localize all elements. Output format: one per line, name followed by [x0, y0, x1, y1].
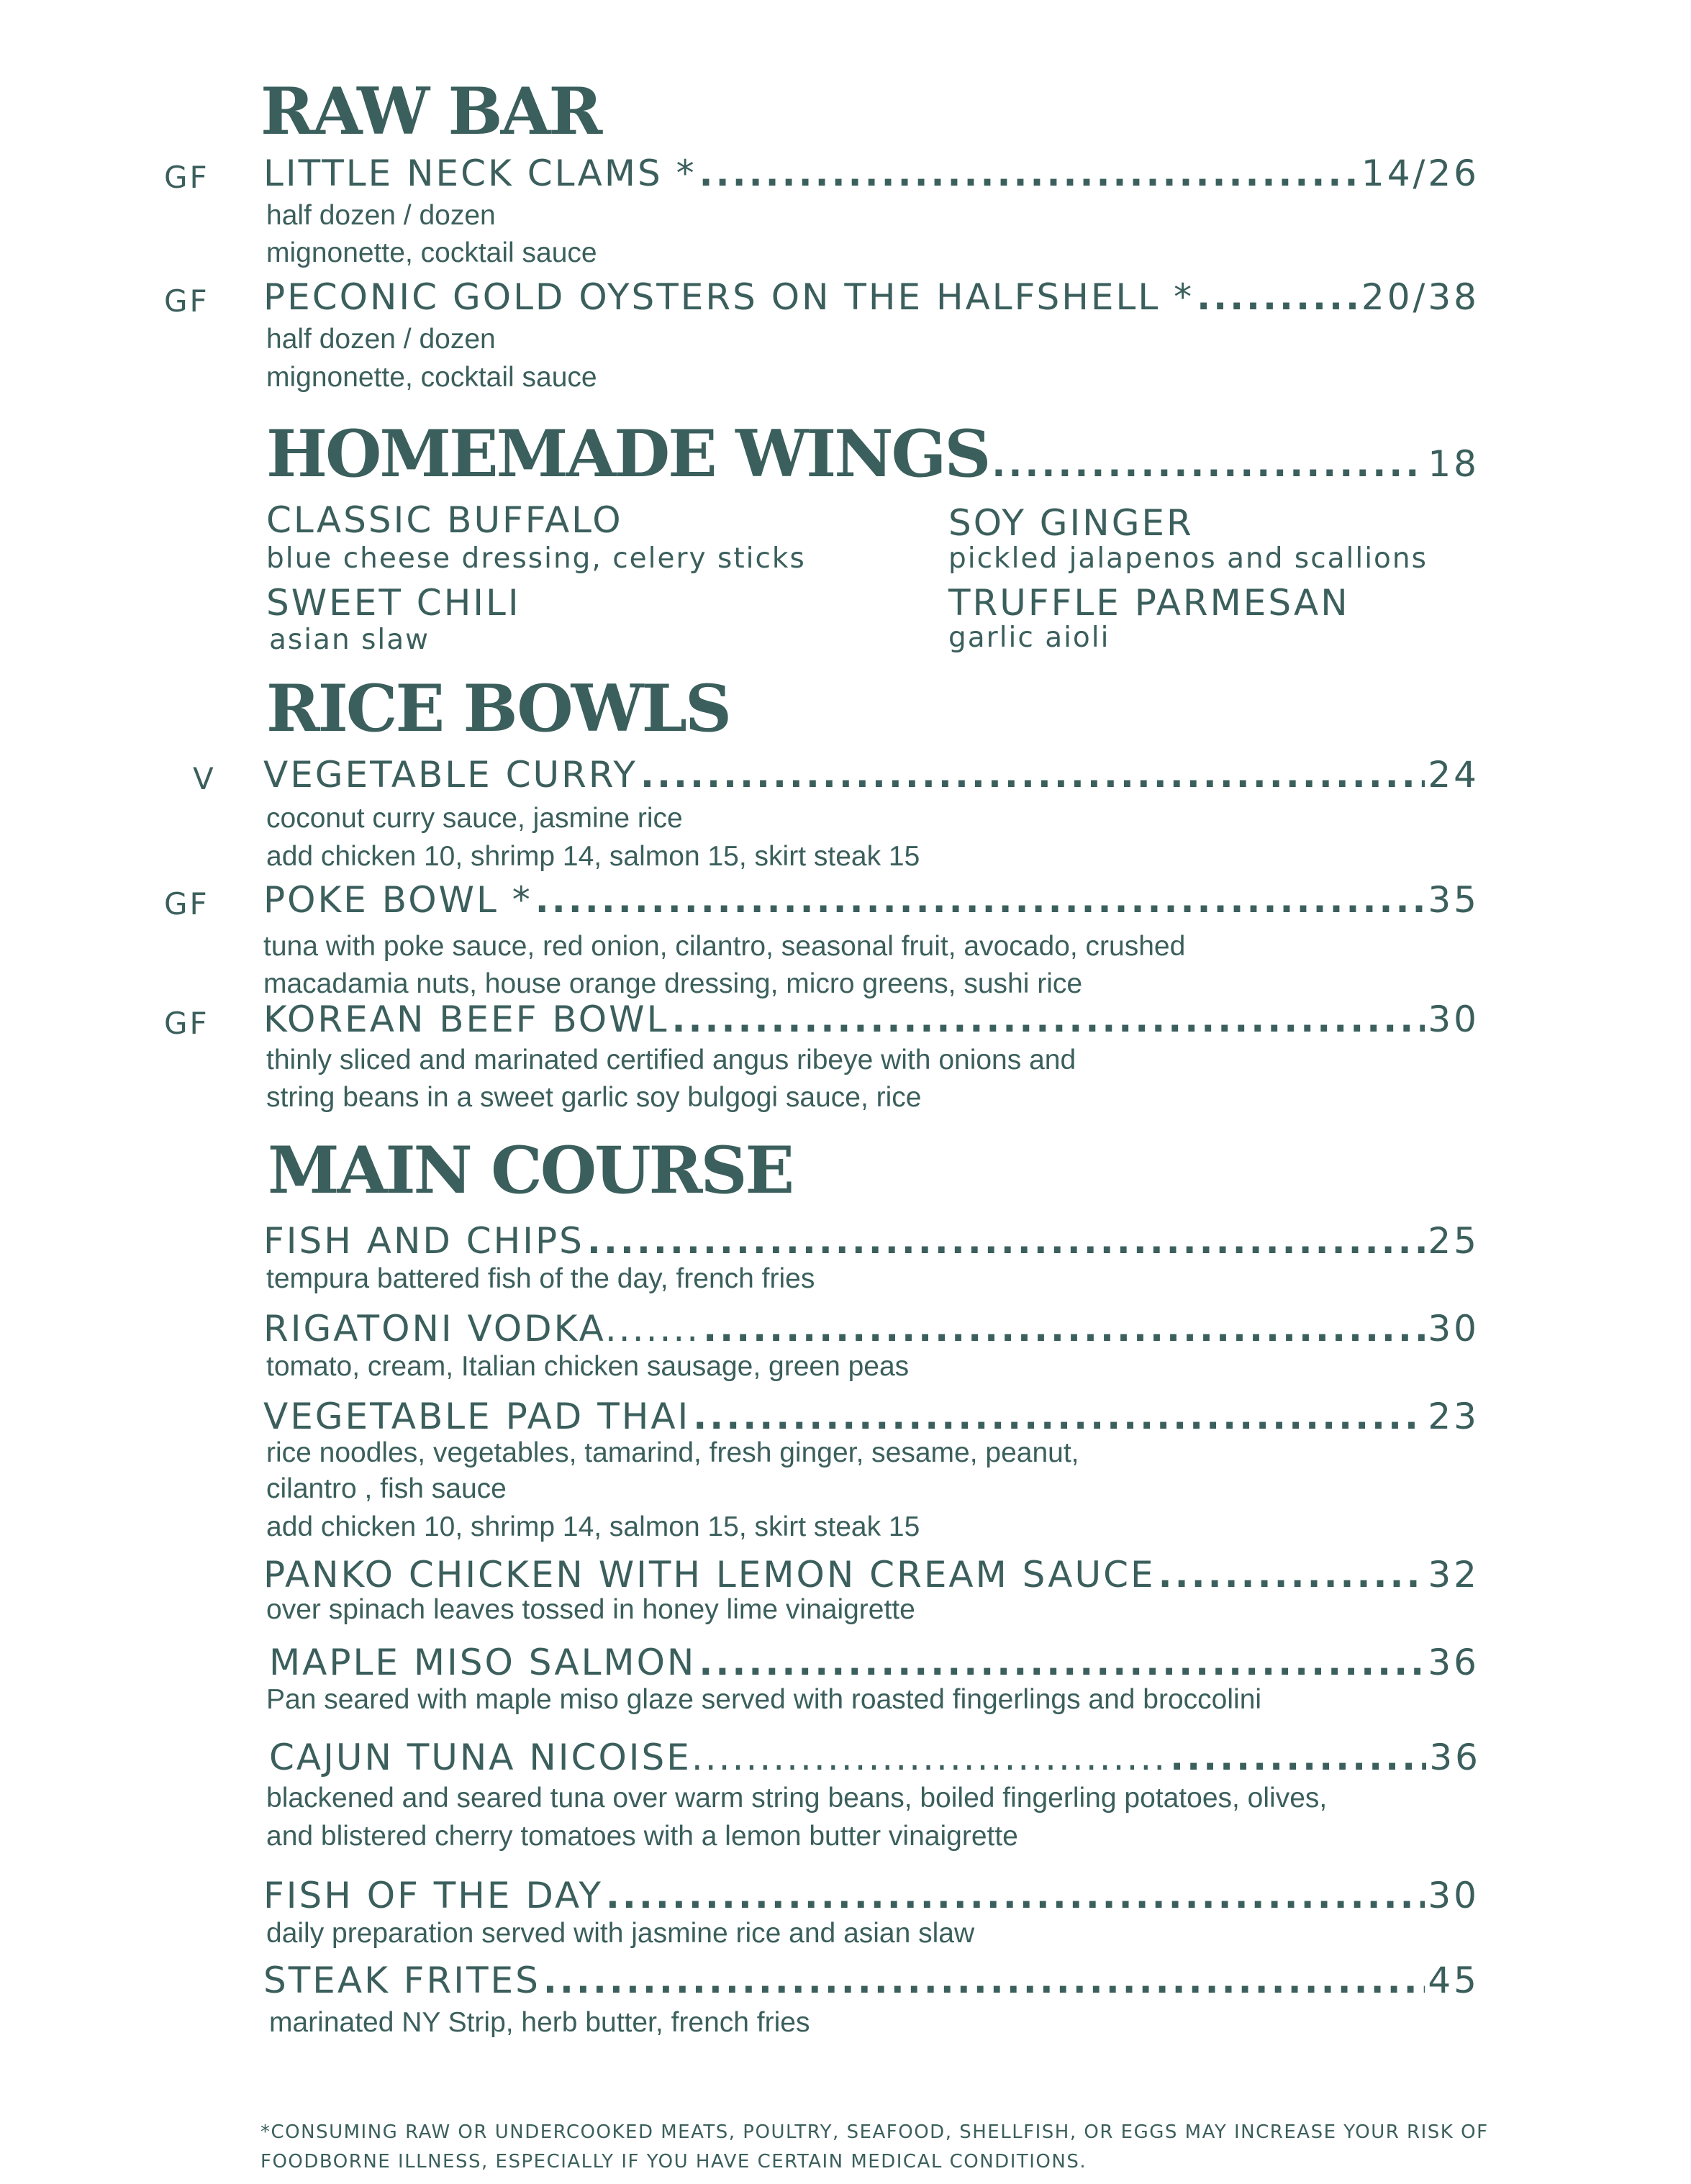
- wing-flavor-description: asian slaw: [269, 624, 430, 656]
- disclaimer-line: FOODBORNE ILLNESS, ESPECIALLY IF YOU HAVE CERTAIN MEDICAL CONDITIONS.: [260, 2151, 1087, 2172]
- item-price: 30: [1428, 1308, 1479, 1350]
- item-price: 36: [1428, 1642, 1479, 1683]
- item-description: half dozen / dozen: [266, 200, 496, 231]
- dot-leader: [703, 1311, 1425, 1347]
- item-name: MAPLE MISO SALMON: [269, 1642, 697, 1683]
- item-price: 45: [1428, 1960, 1479, 2001]
- dot-leader: [543, 1962, 1425, 1998]
- wing-flavor-name: CLASSIC BUFFALO: [266, 499, 623, 541]
- menu-item: [263, 754, 1479, 796]
- diet-badge: GF: [164, 1006, 209, 1041]
- menu-item: [263, 1875, 1479, 1916]
- item-description: add chicken 10, shrimp 14, salmon 15, skirt steak 15: [266, 841, 920, 872]
- item-description: half dozen / dozen: [266, 324, 496, 355]
- disclaimer-line: *CONSUMING RAW OR UNDERCOOKED MEATS, POULTRY, SEAFOOD, SHELLFISH, OR EGGS MAY INCREASE YOUR RISK OF: [260, 2121, 1489, 2143]
- diet-badge: GF: [164, 886, 209, 922]
- dot-leader: [699, 155, 1359, 191]
- item-name: POKE BOWL *: [263, 879, 532, 921]
- menu-item: [263, 153, 1479, 194]
- item-description: marinated NY Strip, herb butter, french fries: [269, 2007, 810, 2038]
- item-name: LITTLE NECK CLAMS *: [263, 153, 697, 194]
- item-description: rice noodles, vegetables, tamarind, fresh ginger, sesame, peanut,: [266, 1437, 1079, 1468]
- dot-leader: [1170, 1739, 1426, 1775]
- menu-item: [263, 1554, 1479, 1596]
- dot-leader: [640, 757, 1425, 793]
- item-description: cilantro , fish sauce: [266, 1473, 507, 1504]
- item-price: 18: [1428, 443, 1479, 485]
- wing-flavor-description: pickled jalapenos and scallions: [948, 542, 1428, 575]
- wing-flavor-name: TRUFFLE PARMESAN: [948, 582, 1350, 624]
- dot-leader: [1197, 279, 1359, 315]
- item-description: over spinach leaves tossed in honey lime vinaigrette: [266, 1594, 915, 1625]
- menu-item: [263, 1960, 1479, 2001]
- menu-item: [269, 1737, 1481, 1778]
- menu-item: [263, 1308, 1479, 1350]
- wing-flavor-name: SWEET CHILI: [266, 582, 521, 624]
- item-name: FISH OF THE DAY: [263, 1875, 603, 1916]
- item-name: VEGETABLE CURRY: [263, 754, 638, 796]
- item-description: and blistered cherry tomatoes with a lemon butter vinaigrette: [266, 1821, 1018, 1852]
- item-price: 14/26: [1361, 153, 1479, 194]
- menu-item: [263, 1220, 1479, 1262]
- menu-item: [269, 1642, 1479, 1683]
- section-heading-rice-bowls: RICE BOWLS: [266, 670, 730, 747]
- menu-item-wings: [266, 416, 1479, 492]
- item-description: thinly sliced and marinated certified angus ribeye with onions and: [266, 1045, 1076, 1075]
- item-name: VEGETABLE PAD THAI: [263, 1396, 691, 1437]
- item-description: coconut curry sauce, jasmine rice: [266, 803, 683, 834]
- diet-badge: V: [193, 761, 216, 796]
- item-description: daily preparation served with jasmine rice and asian slaw: [266, 1918, 975, 1949]
- item-price: 20/38: [1361, 276, 1479, 318]
- dot-leader: [671, 1001, 1425, 1037]
- item-price: 36: [1429, 1737, 1481, 1778]
- section-heading-wings: HOMEMADE WINGS: [266, 416, 989, 492]
- menu-item: [263, 998, 1479, 1040]
- item-price: 35: [1428, 879, 1479, 921]
- item-price: 23: [1428, 1396, 1479, 1437]
- section-heading-raw-bar: RAW BAR: [260, 73, 601, 150]
- dot-leader: [587, 1223, 1425, 1259]
- wing-flavor-name: SOY GINGER: [948, 502, 1194, 544]
- wing-flavor-description: garlic aioli: [948, 622, 1110, 654]
- menu-item: [263, 1396, 1479, 1437]
- item-description: Pan seared with maple miso glaze served with roasted fingerlings and broccolini: [266, 1684, 1262, 1715]
- raw-food-disclaimer: [260, 2118, 1498, 2177]
- dot-leader: [606, 1878, 1425, 1914]
- item-description: mignonette, cocktail sauce: [266, 237, 597, 268]
- item-name: RIGATONI VODKA.......: [263, 1308, 701, 1350]
- diet-badge: GF: [164, 160, 209, 195]
- dot-leader: [992, 446, 1425, 482]
- item-price: 32: [1428, 1554, 1479, 1596]
- dot-leader: [693, 1398, 1425, 1434]
- item-name: FISH AND CHIPS: [263, 1220, 584, 1262]
- item-description: blackened and seared tuna over warm string beans, boiled fingerling potatoes, olives,: [266, 1783, 1328, 1814]
- section-heading-main-course: MAIN COURSE: [268, 1132, 793, 1209]
- item-price: 30: [1428, 998, 1479, 1040]
- dot-leader: [535, 882, 1425, 918]
- item-description: tempura battered fish of the day, french fries: [266, 1263, 815, 1294]
- dot-leader: [1159, 1557, 1425, 1593]
- item-name: CAJUN TUNA NICOISE...................................: [269, 1737, 1168, 1778]
- item-description: tomato, cream, Italian chicken sausage, green peas: [266, 1351, 910, 1382]
- item-price: 25: [1428, 1220, 1479, 1262]
- item-name: PANKO CHICKEN WITH LEMON CREAM SAUCE: [263, 1554, 1156, 1596]
- item-name: STEAK FRITES: [263, 1960, 540, 2001]
- diet-badge: GF: [164, 283, 209, 319]
- item-price: 24: [1428, 754, 1479, 796]
- menu-item: [263, 879, 1479, 921]
- menu-item: [263, 276, 1479, 318]
- item-name: KOREAN BEEF BOWL: [263, 998, 669, 1040]
- item-name: PECONIC GOLD OYSTERS ON THE HALFSHELL *: [263, 276, 1194, 318]
- item-price: 30: [1428, 1875, 1479, 1916]
- dot-leader: [699, 1644, 1425, 1680]
- item-description: tuna with poke sauce, red onion, cilantro, seasonal fruit, avocado, crushed: [263, 931, 1186, 962]
- item-description: string beans in a sweet garlic soy bulgogi sauce, rice: [266, 1082, 922, 1113]
- wing-flavor-description: blue cheese dressing, celery sticks: [266, 542, 806, 575]
- item-description: mignonette, cocktail sauce: [266, 362, 597, 393]
- item-description: macadamia nuts, house orange dressing, micro greens, sushi rice: [263, 968, 1083, 999]
- item-description: add chicken 10, shrimp 14, salmon 15, skirt steak 15: [266, 1511, 920, 1542]
